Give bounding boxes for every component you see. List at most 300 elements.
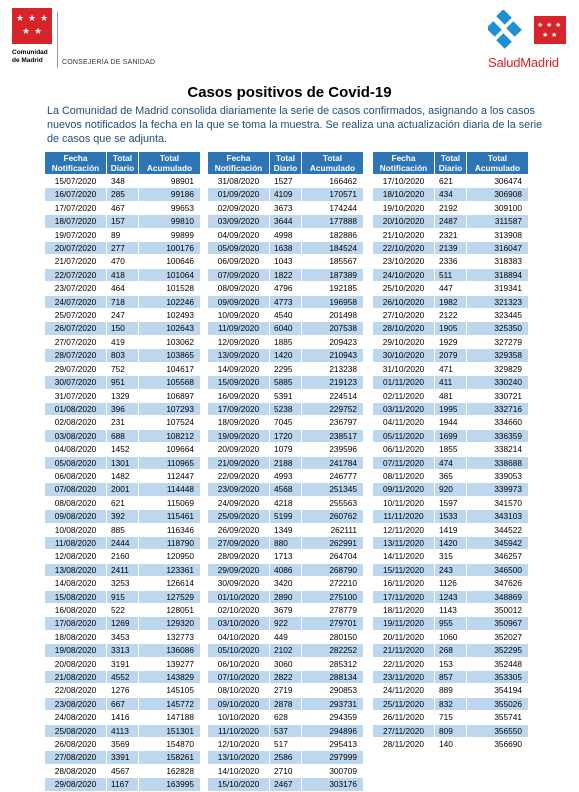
cell-fecha: 10/09/2020 [208, 309, 270, 322]
cell-total-acumulado: 311587 [467, 215, 529, 228]
cell-fecha: 12/11/2020 [373, 523, 435, 536]
table-row [45, 201, 201, 214]
cell-total-acumulado: 344522 [467, 523, 529, 536]
table-row [373, 188, 529, 201]
cell-fecha: 29/10/2020 [373, 335, 435, 348]
cell-fecha: 12/08/2020 [45, 550, 107, 563]
table-row [45, 630, 201, 643]
table-row [45, 657, 201, 670]
table-row [373, 671, 529, 684]
cell-total-diario: 880 [270, 536, 302, 549]
cell-fecha: 30/09/2020 [208, 577, 270, 590]
cell-total-diario: 628 [270, 711, 302, 724]
cell-total-diario: 7045 [270, 416, 302, 429]
cell-total-diario: 1720 [270, 429, 302, 442]
cell-total-acumulado: 129320 [139, 617, 201, 630]
cell-total-diario: 243 [435, 563, 467, 576]
table-row [208, 255, 364, 268]
table-header-row [373, 152, 529, 175]
cases-table-1 [44, 151, 201, 792]
cell-fecha: 15/09/2020 [208, 376, 270, 389]
cell-fecha: 24/10/2020 [373, 268, 435, 281]
col-header-fecha: Fecha Notificación [373, 152, 435, 175]
cell-total-acumulado: 102246 [139, 295, 201, 308]
cell-fecha: 29/08/2020 [45, 778, 107, 791]
cell-total-diario: 1885 [270, 335, 302, 348]
table-row [208, 657, 364, 670]
cell-total-acumulado: 346257 [467, 550, 529, 563]
cell-total-acumulado: 350967 [467, 617, 529, 630]
cases-table-3 [372, 151, 529, 751]
cell-total-acumulado: 313908 [467, 228, 529, 241]
table-row [373, 617, 529, 630]
cell-total-diario: 2160 [107, 550, 139, 563]
table-row [45, 577, 201, 590]
cell-total-diario: 365 [435, 469, 467, 482]
cell-total-diario: 3644 [270, 215, 302, 228]
table-row [45, 550, 201, 563]
table-row [373, 630, 529, 643]
cell-total-diario: 2890 [270, 590, 302, 603]
cell-total-diario: 715 [435, 711, 467, 724]
table-row [45, 697, 201, 710]
cell-total-acumulado: 174244 [302, 201, 364, 214]
cell-total-diario: 5199 [270, 510, 302, 523]
table-row [45, 268, 201, 281]
table-row [373, 349, 529, 362]
cell-fecha: 11/09/2020 [208, 322, 270, 335]
cell-total-acumulado: 170571 [302, 188, 364, 201]
cell-total-diario: 857 [435, 671, 467, 684]
cell-total-diario: 4086 [270, 563, 302, 576]
cell-total-acumulado: 177888 [302, 215, 364, 228]
cell-total-diario: 2411 [107, 563, 139, 576]
cell-total-diario: 1597 [435, 496, 467, 509]
table-row [208, 764, 364, 777]
cell-fecha: 20/07/2020 [45, 242, 107, 255]
cell-total-acumulado: 338688 [467, 456, 529, 469]
cell-total-acumulado: 127529 [139, 590, 201, 603]
cell-total-acumulado: 306908 [467, 188, 529, 201]
cell-total-acumulado: 229752 [302, 402, 364, 415]
cell-total-acumulado: 115069 [139, 496, 201, 509]
table-row [208, 644, 364, 657]
table-row [373, 469, 529, 482]
cell-total-acumulado: 163995 [139, 778, 201, 791]
cell-total-acumulado: 339973 [467, 483, 529, 496]
cell-total-acumulado: 327279 [467, 335, 529, 348]
cell-fecha: 20/08/2020 [45, 657, 107, 670]
cell-total-diario: 1126 [435, 577, 467, 590]
cell-total-acumulado: 210943 [302, 349, 364, 362]
table-row [208, 550, 364, 563]
cell-total-acumulado: 355741 [467, 711, 529, 724]
cell-total-diario: 2336 [435, 255, 467, 268]
cell-fecha: 30/10/2020 [373, 349, 435, 362]
table-row [45, 282, 201, 295]
table-row [373, 590, 529, 603]
cell-total-diario: 3060 [270, 657, 302, 670]
cell-total-diario: 3313 [107, 644, 139, 657]
cell-total-acumulado: 99186 [139, 188, 201, 201]
cell-total-acumulado: 187389 [302, 268, 364, 281]
table-row [45, 228, 201, 241]
cell-total-diario: 6040 [270, 322, 302, 335]
cell-total-acumulado: 343103 [467, 510, 529, 523]
cell-total-acumulado: 306474 [467, 175, 529, 188]
cell-total-diario: 464 [107, 282, 139, 295]
cell-total-diario: 1533 [435, 510, 467, 523]
cell-total-diario: 2188 [270, 456, 302, 469]
cell-total-diario: 1301 [107, 456, 139, 469]
table-row [45, 349, 201, 362]
cell-total-acumulado: 100646 [139, 255, 201, 268]
table-row [45, 429, 201, 442]
cell-fecha: 02/10/2020 [208, 604, 270, 617]
header-divider [57, 12, 58, 68]
table-row [208, 201, 364, 214]
cell-total-diario: 418 [107, 268, 139, 281]
cell-fecha: 24/09/2020 [208, 496, 270, 509]
cell-total-diario: 1452 [107, 443, 139, 456]
cell-total-diario: 396 [107, 402, 139, 415]
cell-fecha: 21/08/2020 [45, 671, 107, 684]
cell-total-acumulado: 329829 [467, 362, 529, 375]
table-row [208, 429, 364, 442]
cell-total-diario: 1243 [435, 590, 467, 603]
cell-total-diario: 3569 [107, 738, 139, 751]
cell-fecha: 22/10/2020 [373, 242, 435, 255]
cell-fecha: 24/07/2020 [45, 295, 107, 308]
cell-fecha: 31/08/2020 [208, 175, 270, 188]
table-row [373, 563, 529, 576]
table-row [373, 711, 529, 724]
table-row [373, 416, 529, 429]
cell-fecha: 19/09/2020 [208, 429, 270, 442]
cell-fecha: 03/08/2020 [45, 429, 107, 442]
cell-total-diario: 4567 [107, 764, 139, 777]
table-row [45, 711, 201, 724]
cell-total-acumulado: 110965 [139, 456, 201, 469]
table-row [208, 563, 364, 576]
cell-total-diario: 803 [107, 349, 139, 362]
cell-total-acumulado: 192185 [302, 282, 364, 295]
table-row [373, 483, 529, 496]
cell-total-diario: 4552 [107, 671, 139, 684]
cell-fecha: 06/11/2020 [373, 443, 435, 456]
cell-total-diario: 1822 [270, 268, 302, 281]
cell-total-diario: 467 [107, 201, 139, 214]
cell-total-diario: 2586 [270, 751, 302, 764]
cell-total-acumulado: 162828 [139, 764, 201, 777]
cell-total-acumulado: 309100 [467, 201, 529, 214]
cell-fecha: 25/09/2020 [208, 510, 270, 523]
table-row [45, 536, 201, 549]
cell-fecha: 21/09/2020 [208, 456, 270, 469]
cell-total-diario: 2139 [435, 242, 467, 255]
cell-fecha: 19/11/2020 [373, 617, 435, 630]
cell-total-diario: 434 [435, 188, 467, 201]
cell-fecha: 19/07/2020 [45, 228, 107, 241]
cell-total-diario: 1043 [270, 255, 302, 268]
table-row [208, 335, 364, 348]
cell-total-diario: 247 [107, 309, 139, 322]
cell-fecha: 18/09/2020 [208, 416, 270, 429]
table-row [208, 416, 364, 429]
cell-total-diario: 3191 [107, 657, 139, 670]
cross-icon [488, 10, 534, 52]
cell-fecha: 15/10/2020 [208, 778, 270, 791]
cell-fecha: 06/08/2020 [45, 469, 107, 482]
cell-total-diario: 4113 [107, 724, 139, 737]
cell-total-diario: 4998 [270, 228, 302, 241]
intro-paragraph: La Comunidad de Madrid consolida diariamente la serie de casos confirmados, asignando a los casos nuevos notificados la fecha en la que se toma la muestra. Se realiza una actualización diaria de la serie de casos que se adjunta. [47, 105, 543, 145]
cell-fecha: 08/09/2020 [208, 282, 270, 295]
table-row [45, 376, 201, 389]
table-row [208, 496, 364, 509]
cell-total-diario: 392 [107, 510, 139, 523]
table-row [208, 295, 364, 308]
cell-fecha: 22/08/2020 [45, 684, 107, 697]
cell-fecha: 25/11/2020 [373, 697, 435, 710]
table-row [373, 282, 529, 295]
cell-total-diario: 348 [107, 175, 139, 188]
cell-fecha: 08/11/2020 [373, 469, 435, 482]
cell-total-diario: 140 [435, 738, 467, 751]
cell-total-diario: 5238 [270, 402, 302, 415]
cell-fecha: 22/09/2020 [208, 469, 270, 482]
cell-fecha: 10/08/2020 [45, 523, 107, 536]
table-row [208, 711, 364, 724]
cell-fecha: 19/10/2020 [373, 201, 435, 214]
table-row [45, 443, 201, 456]
salud-madrid-logo [488, 10, 572, 70]
cell-total-diario: 832 [435, 697, 467, 710]
table-row [208, 175, 364, 188]
cell-fecha: 07/09/2020 [208, 268, 270, 281]
cell-total-acumulado: 285312 [302, 657, 364, 670]
table-row [373, 295, 529, 308]
cell-fecha: 20/11/2020 [373, 630, 435, 643]
cell-total-diario: 1995 [435, 402, 467, 415]
cell-fecha: 02/08/2020 [45, 416, 107, 429]
cell-fecha: 21/07/2020 [45, 255, 107, 268]
col-header-total-acumulado: Total Acumulado [302, 152, 364, 175]
cell-total-acumulado: 238517 [302, 429, 364, 442]
cell-fecha: 14/09/2020 [208, 362, 270, 375]
cell-total-diario: 4568 [270, 483, 302, 496]
cell-fecha: 28/10/2020 [373, 322, 435, 335]
table-row [45, 684, 201, 697]
cell-fecha: 15/07/2020 [45, 175, 107, 188]
cell-fecha: 19/08/2020 [45, 644, 107, 657]
table-header-row [45, 152, 201, 175]
cell-total-diario: 1349 [270, 523, 302, 536]
cell-total-diario: 2878 [270, 697, 302, 710]
table-row [373, 242, 529, 255]
cell-total-acumulado: 297999 [302, 751, 364, 764]
cell-fecha: 11/10/2020 [208, 724, 270, 737]
cell-total-diario: 4773 [270, 295, 302, 308]
cell-total-acumulado: 246777 [302, 469, 364, 482]
cell-total-acumulado: 294359 [302, 711, 364, 724]
cell-total-diario: 2122 [435, 309, 467, 322]
cell-total-acumulado: 356690 [467, 738, 529, 751]
salud-madrid-name: SaludMadrid [488, 55, 559, 70]
cell-total-diario: 1699 [435, 429, 467, 442]
table-row [373, 322, 529, 335]
cell-total-acumulado: 262111 [302, 523, 364, 536]
table-row [373, 443, 529, 456]
madrid-flag-icon: ★ ★ ★ ★ ★ [12, 8, 52, 44]
cell-total-acumulado: 101528 [139, 282, 201, 295]
cell-fecha: 28/07/2020 [45, 349, 107, 362]
cell-fecha: 30/07/2020 [45, 376, 107, 389]
cell-fecha: 26/07/2020 [45, 322, 107, 335]
cell-total-diario: 1929 [435, 335, 467, 348]
table-row [45, 416, 201, 429]
cell-total-diario: 231 [107, 416, 139, 429]
table-row [208, 536, 364, 549]
cell-fecha: 20/09/2020 [208, 443, 270, 456]
cell-total-diario: 4109 [270, 188, 302, 201]
cell-fecha: 18/07/2020 [45, 215, 107, 228]
cell-total-acumulado: 143829 [139, 671, 201, 684]
cell-fecha: 23/09/2020 [208, 483, 270, 496]
cell-total-diario: 809 [435, 724, 467, 737]
table-row [45, 510, 201, 523]
cell-total-acumulado: 100176 [139, 242, 201, 255]
cell-total-diario: 915 [107, 590, 139, 603]
cell-total-diario: 150 [107, 322, 139, 335]
cell-total-acumulado: 151301 [139, 724, 201, 737]
cell-total-diario: 4540 [270, 309, 302, 322]
table-row [373, 376, 529, 389]
cell-total-acumulado: 278779 [302, 604, 364, 617]
cell-total-acumulado: 107293 [139, 402, 201, 415]
table-row [373, 644, 529, 657]
table-row [373, 389, 529, 402]
table-row [208, 376, 364, 389]
cell-fecha: 21/10/2020 [373, 228, 435, 241]
cell-total-diario: 1944 [435, 416, 467, 429]
cell-total-acumulado: 145105 [139, 684, 201, 697]
table-row [45, 590, 201, 603]
cell-total-acumulado: 112447 [139, 469, 201, 482]
cell-total-diario: 1527 [270, 175, 302, 188]
table-row [45, 469, 201, 482]
cell-fecha: 23/08/2020 [45, 697, 107, 710]
table-row [373, 429, 529, 442]
cell-total-acumulado: 355026 [467, 697, 529, 710]
cell-fecha: 09/10/2020 [208, 697, 270, 710]
cell-total-diario: 688 [107, 429, 139, 442]
table-row [45, 362, 201, 375]
table-row [208, 724, 364, 737]
table-row [373, 215, 529, 228]
org-name [12, 49, 62, 64]
cell-fecha: 06/09/2020 [208, 255, 270, 268]
cell-total-acumulado: 356550 [467, 724, 529, 737]
cell-fecha: 08/08/2020 [45, 496, 107, 509]
table-row [45, 242, 201, 255]
table-body [45, 175, 201, 792]
cell-total-acumulado: 99810 [139, 215, 201, 228]
cell-fecha: 25/08/2020 [45, 724, 107, 737]
table-row [373, 523, 529, 536]
cell-total-diario: 922 [270, 617, 302, 630]
table-row [373, 175, 529, 188]
cell-total-acumulado: 236797 [302, 416, 364, 429]
table-row [208, 671, 364, 684]
cell-fecha: 09/08/2020 [45, 510, 107, 523]
cell-fecha: 31/07/2020 [45, 389, 107, 402]
cell-total-acumulado: 345942 [467, 536, 529, 549]
table-row [45, 389, 201, 402]
table-row [208, 738, 364, 751]
table-row [45, 617, 201, 630]
cell-total-diario: 157 [107, 215, 139, 228]
table-row [373, 604, 529, 617]
cell-fecha: 26/08/2020 [45, 738, 107, 751]
table-row [45, 604, 201, 617]
cell-fecha: 14/11/2020 [373, 550, 435, 563]
table-row [45, 671, 201, 684]
table-row [373, 228, 529, 241]
cell-total-acumulado: 128051 [139, 604, 201, 617]
cell-total-acumulado: 158261 [139, 751, 201, 764]
cell-fecha: 16/07/2020 [45, 188, 107, 201]
cell-total-diario: 1079 [270, 443, 302, 456]
cell-fecha: 09/09/2020 [208, 295, 270, 308]
cell-total-diario: 5885 [270, 376, 302, 389]
cell-total-acumulado: 318894 [467, 268, 529, 281]
cell-total-diario: 315 [435, 550, 467, 563]
cell-fecha: 23/11/2020 [373, 671, 435, 684]
cell-total-acumulado: 109664 [139, 443, 201, 456]
cell-total-acumulado: 290853 [302, 684, 364, 697]
cell-total-diario: 889 [435, 684, 467, 697]
table-header-row [208, 152, 364, 175]
cell-total-diario: 2710 [270, 764, 302, 777]
col-header-total-diario: Total Diario [107, 152, 139, 175]
table-row [373, 536, 529, 549]
cell-total-diario: 885 [107, 523, 139, 536]
cell-total-diario: 481 [435, 389, 467, 402]
cell-total-acumulado: 332716 [467, 402, 529, 415]
cell-total-acumulado: 348869 [467, 590, 529, 603]
cell-total-diario: 3420 [270, 577, 302, 590]
cell-total-acumulado: 101064 [139, 268, 201, 281]
cell-total-acumulado: 350012 [467, 604, 529, 617]
cell-total-acumulado: 132773 [139, 630, 201, 643]
cell-fecha: 07/10/2020 [208, 671, 270, 684]
cell-total-diario: 2321 [435, 228, 467, 241]
cell-fecha: 11/08/2020 [45, 536, 107, 549]
cell-total-acumulado: 293731 [302, 697, 364, 710]
table-row [45, 255, 201, 268]
cell-total-diario: 752 [107, 362, 139, 375]
table-row [373, 550, 529, 563]
table-row [208, 697, 364, 710]
cell-fecha: 24/08/2020 [45, 711, 107, 724]
cell-total-diario: 449 [270, 630, 302, 643]
cell-total-diario: 667 [107, 697, 139, 710]
cell-total-diario: 2102 [270, 644, 302, 657]
cell-fecha: 17/10/2020 [373, 175, 435, 188]
cell-total-acumulado: 353305 [467, 671, 529, 684]
cell-total-acumulado: 251345 [302, 483, 364, 496]
